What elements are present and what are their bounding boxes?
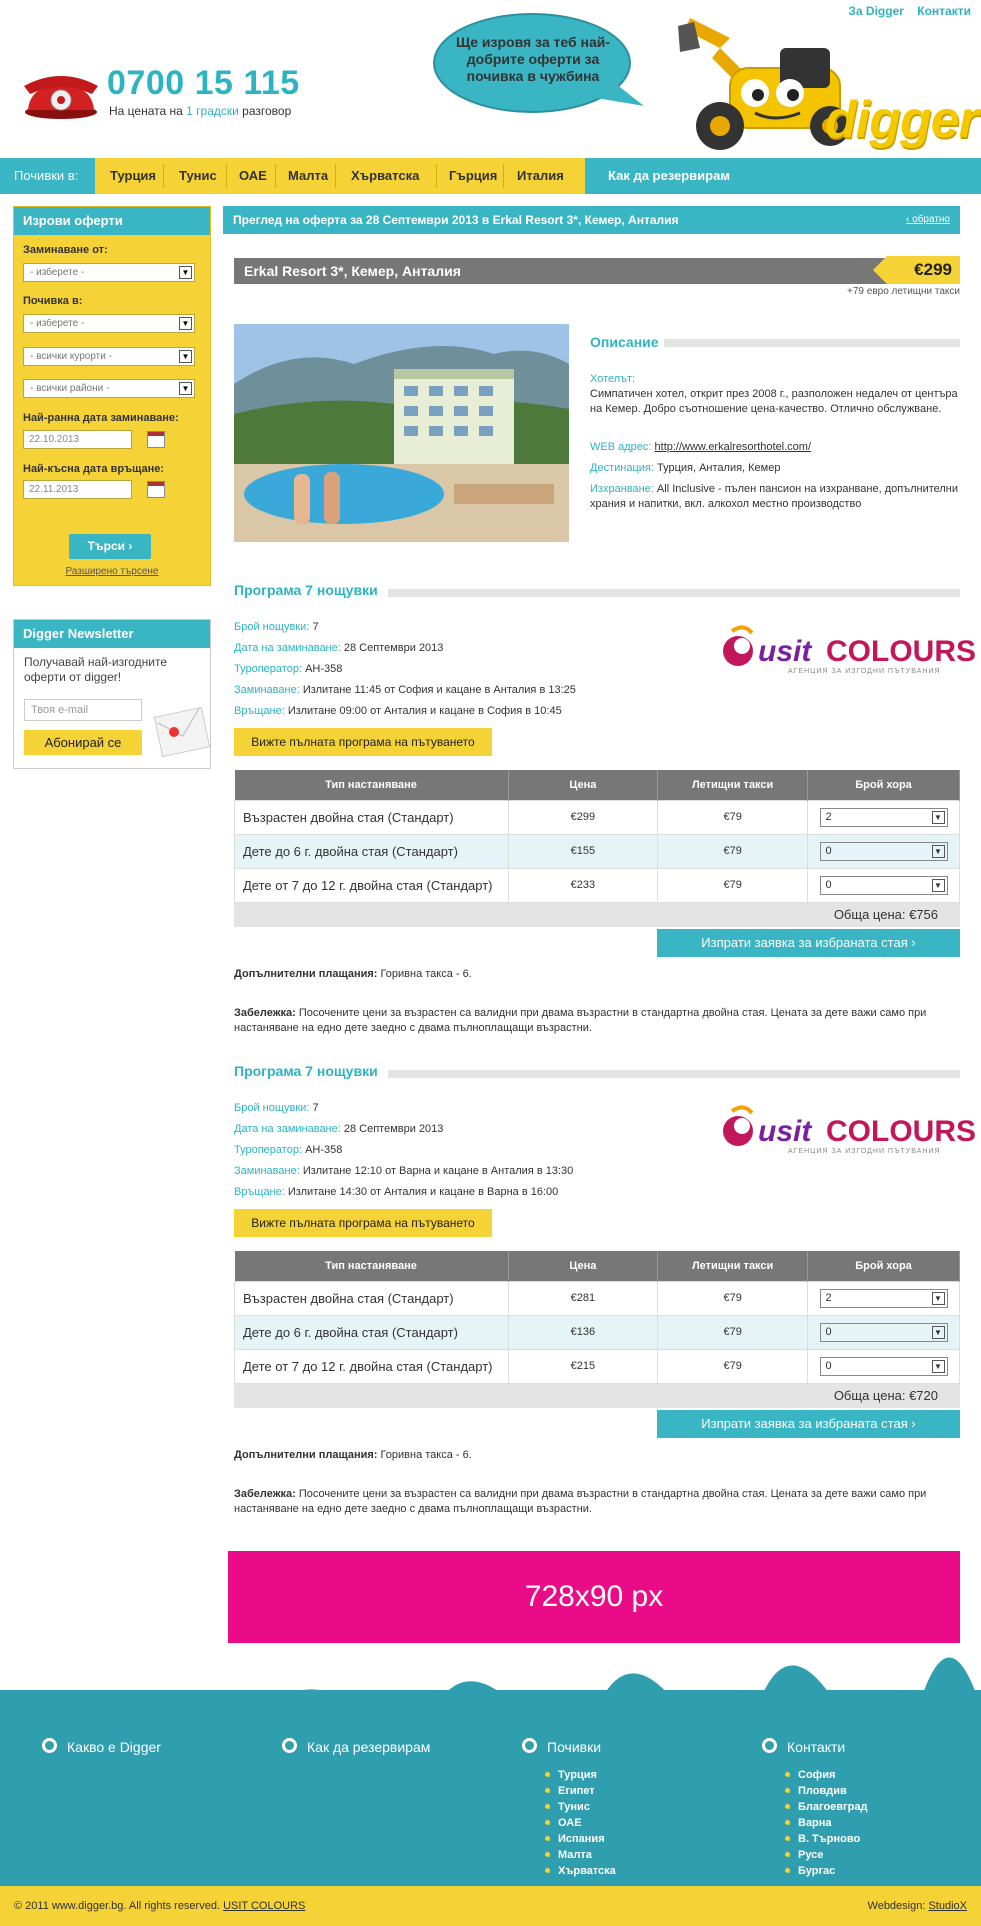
room-price: €215 <box>508 1349 658 1383</box>
program-title: Програма 7 нощувки <box>234 1063 378 1079</box>
table-row <box>235 800 960 834</box>
usit-tagline: АГЕНЦИЯ ЗА ИЗГОДНИ ПЪТУВАНИЯ <box>788 668 941 675</box>
resorts-select[interactable]: - всички курорти - ▼ <box>23 347 195 366</box>
hotel-web: WEB адрес: http://www.erkalresorthotel.com/ <box>590 441 812 453</box>
room-price: €299 <box>508 800 658 834</box>
phone-subtitle: На цената на 1 градски разговор <box>109 104 292 118</box>
room-type: Дете до 6 г. двойна стая (Стандарт) <box>235 1315 509 1349</box>
earliest-date-input[interactable]: 22.10.2013 <box>23 430 132 449</box>
room-price: €136 <box>508 1315 658 1349</box>
chevron-down-icon: ▼ <box>932 845 945 858</box>
nav-item-turkey[interactable]: Турция <box>110 168 157 183</box>
hotel-photo <box>234 324 569 542</box>
colours-word: COLOURS <box>826 1115 976 1148</box>
nav-divider <box>163 164 164 188</box>
program-return: Връщане: Излитане 14:30 от Анталия и кацане в Варна в 16:00 <box>234 1186 559 1198</box>
chevron-down-icon: ▼ <box>932 1360 945 1373</box>
footer-holidays-heading: Почивки <box>522 1738 601 1755</box>
price-table <box>234 770 960 903</box>
price-note: Забележка: Посочените цени за възрастен са валидни при двама възрастни в стандартна двойна стая. Цената за дете важи само при настаняване на едно дете заедно с двама пълноплащащи възрастни. <box>234 1488 927 1515</box>
about-link[interactable]: За Digger <box>848 4 904 18</box>
latest-date-label: Най-късна дата връщане: <box>23 463 165 475</box>
table-row <box>235 1281 960 1315</box>
list-item[interactable]: Хърватска <box>545 1863 616 1879</box>
hotel-name: Erkal Resort 3*, Кемер, Анталия <box>244 263 461 279</box>
usit-tagline: АГЕНЦИЯ ЗА ИЗГОДНИ ПЪТУВАНИЯ <box>788 1148 941 1155</box>
table-row <box>235 1315 960 1349</box>
calendar-icon[interactable] <box>147 481 165 498</box>
hotel-web-link[interactable]: http://www.erkalresorthotel.com/ <box>654 441 812 453</box>
room-tax: €79 <box>658 1315 808 1349</box>
usit-link[interactable]: USIT COLOURS <box>223 1900 306 1912</box>
offer-search-box <box>13 206 211 586</box>
nav-divider <box>436 164 437 188</box>
column-header: Брой хора <box>808 1251 960 1281</box>
column-header: Цена <box>508 1251 658 1281</box>
room-tax: €79 <box>658 1281 808 1315</box>
regions-select[interactable]: - всички райони - ▼ <box>23 379 195 398</box>
list-item[interactable]: В. Търново <box>785 1831 867 1847</box>
bubble-text: Ще изровя за теб най-добрите оферти за почивка в чужбина <box>455 34 611 84</box>
digger-logo[interactable]: digger <box>825 91 978 149</box>
ad-banner[interactable]: 728x90 px <box>228 1551 960 1643</box>
breadcrumb <box>223 206 960 234</box>
column-header: Летищни такси <box>658 1251 808 1281</box>
search-button[interactable]: Търси › <box>69 534 151 559</box>
room-type: Възрастен двойна стая (Стандарт) <box>235 800 509 834</box>
nav-how-to-book[interactable]: Как да резервирам <box>608 168 730 183</box>
nav-item-croatia[interactable]: Хърватска <box>351 168 420 183</box>
program-return: Връщане: Излитане 09:00 от Анталия и кацане в София в 10:45 <box>234 705 562 717</box>
holiday-in-label: Почивка в: <box>23 295 83 307</box>
list-item[interactable]: Варна <box>785 1815 867 1831</box>
advanced-search-link[interactable]: Разширено търсене <box>65 566 159 577</box>
subscribe-button[interactable]: Абонирай се <box>24 730 142 755</box>
phone-number[interactable]: 0700 15 115 <box>107 64 300 102</box>
program-operator: Туроператор: АН-358 <box>234 663 343 675</box>
list-item[interactable]: Благоевград <box>785 1799 867 1815</box>
chevron-down-icon: ▼ <box>932 879 945 892</box>
people-select[interactable]: 0 ▼ <box>820 842 948 861</box>
send-request-button[interactable]: Изпрати заявка за избраната стая › <box>657 1410 960 1438</box>
program-date: Дата на заминаване: 28 Септември 2013 <box>234 642 444 654</box>
program-nights: Брой нощувки: 7 <box>234 1102 319 1114</box>
description-title: Описание <box>590 334 659 350</box>
footer-how-heading[interactable]: Как да резервирам <box>282 1738 430 1755</box>
nav-item-malta[interactable]: Малта <box>288 168 329 183</box>
room-type: Възрастен двойна стая (Стандарт) <box>235 1281 509 1315</box>
room-type: Дете от 7 до 12 г. двойна стая (Стандарт) <box>235 1349 509 1383</box>
room-tax: €79 <box>658 1349 808 1383</box>
footer-contacts-heading: Контакти <box>762 1738 845 1755</box>
nav-item-tunisia[interactable]: Тунис <box>179 168 217 183</box>
usit-word: usit <box>758 635 812 668</box>
price-tag: €299 <box>887 256 960 284</box>
room-price: €281 <box>508 1281 658 1315</box>
column-header: Цена <box>508 770 658 800</box>
section-divider <box>664 339 960 347</box>
copyright: © 2011 www.digger.bg. All rights reserved. USIT COLOURS <box>14 1900 306 1912</box>
nav-item-greece[interactable]: Гърция <box>449 168 498 183</box>
table-row <box>235 834 960 868</box>
chevron-down-icon: ▼ <box>179 266 192 279</box>
extra-payments: Допълнителни плащания: Горивна такса - 6. <box>234 1449 472 1461</box>
nav-divider <box>226 164 227 188</box>
usit-word: usit <box>758 1115 812 1148</box>
list-item[interactable]: Пловдив <box>785 1783 867 1799</box>
table-row <box>235 868 960 902</box>
chevron-down-icon: ▼ <box>179 350 192 363</box>
people-cell <box>808 1281 960 1315</box>
section-divider <box>388 589 960 597</box>
nav-divider <box>335 164 336 188</box>
column-header: Тип настаняване <box>235 1251 509 1281</box>
footer-holidays-list <box>545 1767 616 1879</box>
chevron-down-icon: ▼ <box>179 382 192 395</box>
nav-destinations <box>95 158 585 194</box>
contacts-link[interactable]: Контакти <box>917 4 971 18</box>
people-select[interactable]: 0 ▼ <box>820 1323 948 1342</box>
column-header: Летищни такси <box>658 770 808 800</box>
program-departure: Заминаване: Излитане 12:10 от Варна и кацане в Анталия в 13:30 <box>234 1165 574 1177</box>
program-nights: Брой нощувки: 7 <box>234 621 319 633</box>
table-header-row <box>235 770 960 800</box>
price-note: Забележка: Посочените цени за възрастен са валидни при двама възрастни в стандартна двойна стая. Цената за дете важи само при настаняване на едно дете заедно с двама пълноплащащи възрастни. <box>234 1007 927 1034</box>
list-item[interactable]: Турция <box>545 1767 616 1783</box>
chevron-down-icon: ▼ <box>932 1292 945 1305</box>
calendar-icon[interactable] <box>147 431 165 448</box>
back-link[interactable]: ‹ обратно <box>906 214 950 225</box>
hotel-title-bar <box>234 258 887 284</box>
list-item[interactable]: Русе <box>785 1847 867 1863</box>
extra-payments: Допълнителни плащания: Горивна такса - 6. <box>234 968 472 980</box>
page-title: Преглед на оферта за 28 Септември 2013 в Erkal Resort 3*, Кемер, Анталия <box>233 213 679 227</box>
room-price: €233 <box>508 868 658 902</box>
full-program-button[interactable]: Вижте пълната програма на пътуването <box>234 728 492 756</box>
colours-word: COLOURS <box>826 635 976 668</box>
footer <box>0 1690 981 1926</box>
column-header: Брой хора <box>808 770 960 800</box>
hotel-board: Изхранване: All Inclusive - пълен пансион на изхранване, допълнителни храния и напитки, вкл. алкохол местно производство <box>590 483 959 510</box>
people-cell <box>808 1315 960 1349</box>
room-tax: €79 <box>658 834 808 868</box>
room-tax: €79 <box>658 800 808 834</box>
people-cell <box>808 800 960 834</box>
nav-item-italy[interactable]: Италия <box>517 168 564 183</box>
full-program-button[interactable]: Вижте пълната програма на пътуването <box>234 1209 492 1237</box>
people-cell <box>808 834 960 868</box>
newsletter-text: Получавай най-изгодните оферти от digger! <box>24 655 168 684</box>
tax-note: +79 евро летищни такси <box>847 286 960 297</box>
nav-item-uae[interactable]: ОАЕ <box>239 168 267 183</box>
footer-about-heading[interactable]: Какво е Digger <box>42 1738 161 1755</box>
nav-label: Почивки в: <box>14 168 79 183</box>
depart-from-label: Заминаване от: <box>23 244 108 256</box>
total-price: Обща цена: €756 <box>234 903 960 927</box>
room-type: Дете от 7 до 12 г. двойна стая (Стандарт) <box>235 868 509 902</box>
people-select[interactable]: 0 ▼ <box>820 876 948 895</box>
email-input[interactable]: Твоя e-mail <box>24 699 142 721</box>
list-item[interactable]: ОАЕ <box>545 1815 616 1831</box>
studiox-link[interactable]: StudioX <box>928 1900 967 1912</box>
newsletter-title: Digger Newsletter <box>14 620 210 648</box>
hotel-description: Хотелът: Симпатичен хотел, открит през 2008 г., разположен недалеч от центъра на Кемер. Добро съотношение цена-качество. Отлично обслужване. <box>590 373 958 415</box>
usit-colours-logo <box>722 623 976 679</box>
program-operator: Туроператор: АН-358 <box>234 1144 343 1156</box>
usit-colours-logo <box>722 1103 976 1159</box>
list-item[interactable]: Египет <box>545 1783 616 1799</box>
people-cell <box>808 868 960 902</box>
header <box>0 0 981 158</box>
people-select[interactable]: 2 ▼ <box>820 1289 948 1308</box>
earliest-date-label: Най-ранна дата заминаване: <box>23 412 179 424</box>
chevron-down-icon: ▼ <box>932 1326 945 1339</box>
room-tax: €79 <box>658 868 808 902</box>
list-item[interactable]: Тунис <box>545 1799 616 1815</box>
list-item[interactable]: Малта <box>545 1847 616 1863</box>
people-select[interactable]: 2 ▼ <box>820 808 948 827</box>
room-type: Дете до 6 г. двойна стая (Стандарт) <box>235 834 509 868</box>
list-item[interactable]: Испания <box>545 1831 616 1847</box>
section-divider <box>388 1070 960 1078</box>
program-title: Програма 7 нощувки <box>234 582 378 598</box>
program-departure: Заминаване: Излитане 11:45 от София и кацане в Анталия в 13:25 <box>234 684 576 696</box>
chevron-down-icon: ▼ <box>932 811 945 824</box>
footer-contacts-list <box>785 1767 867 1879</box>
nav-divider <box>275 164 276 188</box>
nav-divider <box>503 164 504 188</box>
latest-date-input[interactable]: 22.11.2013 <box>23 480 132 499</box>
people-select[interactable]: 0 ▼ <box>820 1357 948 1376</box>
list-item[interactable]: София <box>785 1767 867 1783</box>
chevron-down-icon: ▼ <box>179 317 192 330</box>
room-price: €155 <box>508 834 658 868</box>
depart-from-select[interactable]: - изберете - ▼ <box>23 263 195 282</box>
search-title: Изрови оферти <box>14 207 210 235</box>
newsletter-box <box>13 619 211 769</box>
hotel-destination: Дестинация: Турция, Анталия, Кемер <box>590 462 781 474</box>
table-header-row <box>235 1251 960 1281</box>
envelope-icon <box>152 702 210 762</box>
price-table <box>234 1251 960 1384</box>
people-cell <box>808 1349 960 1383</box>
list-item[interactable]: Бургас <box>785 1863 867 1879</box>
webdesign-credit: Webdesign: StudioX <box>867 1900 967 1912</box>
program-date: Дата на заминаване: 28 Септември 2013 <box>234 1123 444 1135</box>
column-header: Тип настаняване <box>235 770 509 800</box>
total-price: Обща цена: €720 <box>234 1384 960 1408</box>
holiday-in-select[interactable]: - изберете - ▼ <box>23 314 195 333</box>
telephone-icon <box>22 70 100 120</box>
send-request-button[interactable]: Изпрати заявка за избраната стая › <box>657 929 960 957</box>
table-row <box>235 1349 960 1383</box>
main-nav <box>0 158 981 194</box>
